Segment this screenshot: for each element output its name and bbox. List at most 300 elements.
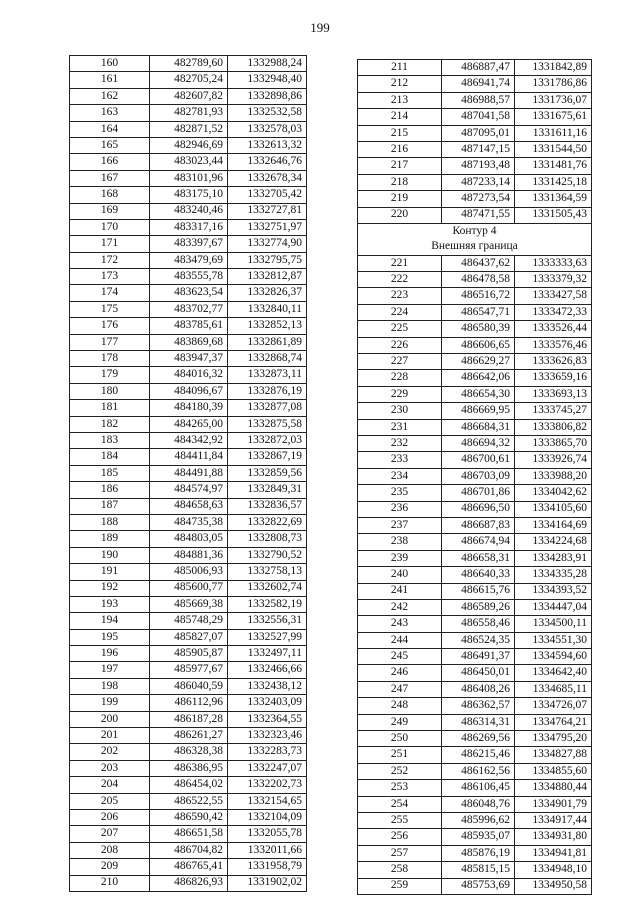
point-number-cell: 195 (70, 629, 150, 645)
x-coordinate-cell: 486687,83 (442, 517, 515, 533)
table-row (70, 88, 307, 104)
table-row (358, 468, 592, 484)
y-coordinate-cell: 1333806,82 (515, 419, 592, 435)
y-coordinate-cell: 1332808,73 (228, 531, 307, 547)
point-number-cell: 191 (70, 564, 150, 580)
y-coordinate-cell: 1334335,28 (515, 567, 592, 583)
point-number-cell: 204 (70, 777, 150, 793)
y-coordinate-cell: 1332758,13 (228, 564, 307, 580)
point-number-cell: 239 (358, 550, 442, 566)
table-row (70, 613, 307, 629)
point-number-cell: 177 (70, 334, 150, 350)
y-coordinate-cell: 1332790,52 (228, 547, 307, 563)
table-row (70, 252, 307, 268)
point-number-cell: 185 (70, 465, 150, 481)
y-coordinate-cell: 1334855,60 (515, 763, 592, 779)
y-coordinate-cell: 1334795,20 (515, 731, 592, 747)
point-number-cell: 216 (358, 141, 442, 157)
point-number-cell: 237 (358, 517, 442, 533)
table-row (358, 583, 592, 599)
x-coordinate-cell: 487095,01 (442, 125, 515, 141)
table-row (70, 269, 307, 285)
point-number-cell: 233 (358, 452, 442, 468)
point-number-cell: 162 (70, 88, 150, 104)
table-row (358, 763, 592, 779)
x-coordinate-cell: 486589,26 (442, 599, 515, 615)
point-number-cell: 197 (70, 662, 150, 678)
point-number-cell: 188 (70, 514, 150, 530)
table-row (70, 875, 307, 891)
x-coordinate-cell: 486701,86 (442, 485, 515, 501)
x-coordinate-cell: 485977,67 (150, 662, 228, 678)
x-coordinate-cell: 483479,69 (150, 252, 228, 268)
y-coordinate-cell: 1332403,09 (228, 695, 307, 711)
table-row (70, 367, 307, 383)
table-row (358, 191, 592, 207)
table-row (358, 599, 592, 615)
x-coordinate-cell: 486988,57 (442, 92, 515, 108)
y-coordinate-cell: 1334393,52 (515, 583, 592, 599)
y-coordinate-cell: 1332836,57 (228, 498, 307, 514)
y-coordinate-cell: 1331611,16 (515, 125, 592, 141)
y-coordinate-cell: 1332578,03 (228, 121, 307, 137)
table-row (70, 580, 307, 596)
x-coordinate-cell: 483317,16 (150, 219, 228, 235)
table-row (70, 760, 307, 776)
y-coordinate-cell: 1332283,73 (228, 744, 307, 760)
table-row (358, 517, 592, 533)
y-coordinate-cell: 1331902,02 (228, 875, 307, 891)
point-number-cell: 214 (358, 109, 442, 125)
table-row (70, 498, 307, 514)
point-number-cell: 161 (70, 72, 150, 88)
table-row (358, 337, 592, 353)
table-row (358, 747, 592, 763)
point-number-cell: 212 (358, 76, 442, 92)
y-coordinate-cell: 1332840,11 (228, 301, 307, 317)
y-coordinate-cell: 1332873,11 (228, 367, 307, 383)
x-coordinate-cell: 485600,77 (150, 580, 228, 596)
x-coordinate-cell: 486826,93 (150, 875, 228, 891)
point-number-cell: 196 (70, 646, 150, 662)
x-coordinate-cell: 486590,42 (150, 809, 228, 825)
y-coordinate-cell: 1332812,87 (228, 269, 307, 285)
x-coordinate-cell: 483101,96 (150, 170, 228, 186)
y-coordinate-cell: 1332247,07 (228, 760, 307, 776)
x-coordinate-cell: 487147,15 (442, 141, 515, 157)
y-coordinate-cell: 1332898,86 (228, 88, 307, 104)
point-number-cell: 257 (358, 845, 442, 861)
table-row (358, 255, 592, 271)
x-coordinate-cell: 486642,06 (442, 370, 515, 386)
x-coordinate-cell: 484016,32 (150, 367, 228, 383)
x-coordinate-cell: 485996,62 (442, 812, 515, 828)
y-coordinate-cell: 1332852,13 (228, 318, 307, 334)
x-coordinate-cell: 486524,35 (442, 632, 515, 648)
x-coordinate-cell: 486491,37 (442, 649, 515, 665)
x-coordinate-cell: 486261,27 (150, 728, 228, 744)
x-coordinate-cell: 482789,60 (150, 56, 228, 72)
y-coordinate-cell: 1333526,44 (515, 321, 592, 337)
y-coordinate-cell: 1334224,68 (515, 534, 592, 550)
table-row (70, 318, 307, 334)
point-number-cell: 165 (70, 137, 150, 153)
x-coordinate-cell: 486694,32 (442, 435, 515, 451)
point-number-cell: 253 (358, 780, 442, 796)
x-coordinate-cell: 486040,59 (150, 678, 228, 694)
point-number-cell: 173 (70, 269, 150, 285)
table-row (358, 370, 592, 386)
x-coordinate-cell: 487273,54 (442, 191, 515, 207)
table-row (358, 452, 592, 468)
x-coordinate-cell: 486696,50 (442, 501, 515, 517)
table-row (70, 383, 307, 399)
point-number-cell: 230 (358, 403, 442, 419)
point-number-cell: 252 (358, 763, 442, 779)
table-row (70, 56, 307, 72)
y-coordinate-cell: 1333745,27 (515, 403, 592, 419)
x-coordinate-cell: 485815,15 (442, 862, 515, 878)
table-row (358, 60, 592, 76)
point-number-cell: 182 (70, 416, 150, 432)
point-number-cell: 255 (358, 812, 442, 828)
y-coordinate-cell: 1334941,81 (515, 845, 592, 861)
y-coordinate-cell: 1334642,40 (515, 665, 592, 681)
table-row (358, 698, 592, 714)
point-number-cell: 258 (358, 862, 442, 878)
x-coordinate-cell: 484342,92 (150, 432, 228, 448)
x-coordinate-cell: 483623,54 (150, 285, 228, 301)
y-coordinate-cell: 1331364,59 (515, 191, 592, 207)
point-number-cell: 228 (358, 370, 442, 386)
point-number-cell: 207 (70, 826, 150, 842)
x-coordinate-cell: 484881,36 (150, 547, 228, 563)
point-number-cell: 242 (358, 599, 442, 615)
point-number-cell: 201 (70, 728, 150, 744)
point-number-cell: 180 (70, 383, 150, 399)
table-row (358, 550, 592, 566)
section-heading: Внешняя граница (358, 239, 592, 255)
y-coordinate-cell: 1334726,07 (515, 698, 592, 714)
x-coordinate-cell: 486162,56 (442, 763, 515, 779)
table-row (358, 714, 592, 730)
table-row (70, 596, 307, 612)
table-row (358, 681, 592, 697)
table-row (70, 728, 307, 744)
y-coordinate-cell: 1333576,46 (515, 337, 592, 353)
x-coordinate-cell: 486269,56 (442, 731, 515, 747)
y-coordinate-cell: 1334447,04 (515, 599, 592, 615)
x-coordinate-cell: 485753,69 (442, 878, 515, 894)
y-coordinate-cell: 1332527,99 (228, 629, 307, 645)
point-number-cell: 224 (358, 304, 442, 320)
y-coordinate-cell: 1332466,66 (228, 662, 307, 678)
table-row (70, 859, 307, 875)
x-coordinate-cell: 487471,55 (442, 207, 515, 223)
point-number-cell: 166 (70, 154, 150, 170)
point-number-cell: 189 (70, 531, 150, 547)
y-coordinate-cell: 1334594,60 (515, 649, 592, 665)
table-row (70, 809, 307, 825)
point-number-cell: 243 (358, 616, 442, 632)
x-coordinate-cell: 486362,57 (442, 698, 515, 714)
point-number-cell: 245 (358, 649, 442, 665)
table-row (70, 219, 307, 235)
y-coordinate-cell: 1332849,31 (228, 482, 307, 498)
x-coordinate-cell: 485935,07 (442, 829, 515, 845)
y-coordinate-cell: 1331786,86 (515, 76, 592, 92)
x-coordinate-cell: 486765,41 (150, 859, 228, 875)
table-row (70, 301, 307, 317)
point-number-cell: 171 (70, 236, 150, 252)
table-row (70, 826, 307, 842)
x-coordinate-cell: 486615,76 (442, 583, 515, 599)
table-row (358, 796, 592, 812)
table-row (70, 285, 307, 301)
x-coordinate-cell: 486516,72 (442, 288, 515, 304)
y-coordinate-cell: 1334685,11 (515, 681, 592, 697)
point-number-cell: 248 (358, 698, 442, 714)
table-row (358, 109, 592, 125)
x-coordinate-cell: 486658,31 (442, 550, 515, 566)
y-coordinate-cell: 1332822,69 (228, 514, 307, 530)
x-coordinate-cell: 483175,10 (150, 187, 228, 203)
point-number-cell: 183 (70, 432, 150, 448)
x-coordinate-cell: 487233,14 (442, 174, 515, 190)
y-coordinate-cell: 1332532,58 (228, 105, 307, 121)
x-coordinate-cell: 486580,39 (442, 321, 515, 337)
y-coordinate-cell: 1332948,40 (228, 72, 307, 88)
y-coordinate-cell: 1334880,44 (515, 780, 592, 796)
x-coordinate-cell: 483555,78 (150, 269, 228, 285)
table-row (70, 154, 307, 170)
x-coordinate-cell: 484803,05 (150, 531, 228, 547)
point-number-cell: 176 (70, 318, 150, 334)
x-coordinate-cell: 486674,94 (442, 534, 515, 550)
point-number-cell: 186 (70, 482, 150, 498)
y-coordinate-cell: 1332011,66 (228, 842, 307, 858)
y-coordinate-cell: 1334283,91 (515, 550, 592, 566)
table-row (70, 678, 307, 694)
table-row (358, 435, 592, 451)
table-row (70, 482, 307, 498)
point-number-cell: 231 (358, 419, 442, 435)
table-row (70, 564, 307, 580)
point-number-cell: 229 (358, 386, 442, 402)
table-row (70, 72, 307, 88)
point-number-cell: 221 (358, 255, 442, 271)
table-row (70, 744, 307, 760)
table-row (358, 829, 592, 845)
table-row (70, 646, 307, 662)
y-coordinate-cell: 1331425,18 (515, 174, 592, 190)
point-number-cell: 203 (70, 760, 150, 776)
y-coordinate-cell: 1332705,42 (228, 187, 307, 203)
coordinates-table-right (357, 59, 592, 895)
table-row (358, 567, 592, 583)
x-coordinate-cell: 486328,38 (150, 744, 228, 760)
x-coordinate-cell: 485905,87 (150, 646, 228, 662)
y-coordinate-cell: 1333379,32 (515, 272, 592, 288)
point-number-cell: 187 (70, 498, 150, 514)
y-coordinate-cell: 1332751,97 (228, 219, 307, 235)
x-coordinate-cell: 486704,82 (150, 842, 228, 858)
x-coordinate-cell: 484491,88 (150, 465, 228, 481)
point-number-cell: 223 (358, 288, 442, 304)
y-coordinate-cell: 1331481,76 (515, 158, 592, 174)
point-number-cell: 193 (70, 596, 150, 612)
table-row (70, 514, 307, 530)
table-row (70, 137, 307, 153)
point-number-cell: 220 (358, 207, 442, 223)
y-coordinate-cell: 1332556,31 (228, 613, 307, 629)
table-row (358, 321, 592, 337)
table-row (358, 386, 592, 402)
table-row (70, 236, 307, 252)
y-coordinate-cell: 1332868,74 (228, 351, 307, 367)
y-coordinate-cell: 1332877,08 (228, 400, 307, 416)
table-row (70, 400, 307, 416)
y-coordinate-cell: 1332438,12 (228, 678, 307, 694)
y-coordinate-cell: 1332876,19 (228, 383, 307, 399)
point-number-cell: 234 (358, 468, 442, 484)
y-coordinate-cell: 1334827,88 (515, 747, 592, 763)
point-number-cell: 209 (70, 859, 150, 875)
y-coordinate-cell: 1333988,20 (515, 468, 592, 484)
y-coordinate-cell: 1334948,10 (515, 862, 592, 878)
table-row (358, 158, 592, 174)
x-coordinate-cell: 486215,46 (442, 747, 515, 763)
x-coordinate-cell: 486606,65 (442, 337, 515, 353)
x-coordinate-cell: 485876,19 (442, 845, 515, 861)
point-number-cell: 238 (358, 534, 442, 550)
x-coordinate-cell: 482607,82 (150, 88, 228, 104)
y-coordinate-cell: 1332497,11 (228, 646, 307, 662)
page-number: 199 (310, 20, 330, 35)
x-coordinate-cell: 483947,37 (150, 351, 228, 367)
point-number-cell: 256 (358, 829, 442, 845)
table-row (358, 174, 592, 190)
y-coordinate-cell: 1332154,65 (228, 793, 307, 809)
table-row (358, 534, 592, 550)
point-number-cell: 202 (70, 744, 150, 760)
point-number-cell: 205 (70, 793, 150, 809)
y-coordinate-cell: 1333926,74 (515, 452, 592, 468)
x-coordinate-cell: 486106,45 (442, 780, 515, 796)
y-coordinate-cell: 1334917,44 (515, 812, 592, 828)
table-row (358, 288, 592, 304)
y-coordinate-cell: 1331544,50 (515, 141, 592, 157)
x-coordinate-cell: 485669,38 (150, 596, 228, 612)
point-number-cell: 215 (358, 125, 442, 141)
point-number-cell: 164 (70, 121, 150, 137)
y-coordinate-cell: 1332582,19 (228, 596, 307, 612)
point-number-cell: 217 (358, 158, 442, 174)
y-coordinate-cell: 1332646,76 (228, 154, 307, 170)
table-row (358, 403, 592, 419)
table-row (70, 351, 307, 367)
section-heading: Контур 4 (358, 223, 592, 239)
y-coordinate-cell: 1334105,60 (515, 501, 592, 517)
x-coordinate-cell: 487041,58 (442, 109, 515, 125)
y-coordinate-cell: 1331736,07 (515, 92, 592, 108)
table-row (70, 432, 307, 448)
table-row (358, 125, 592, 141)
table-row (70, 170, 307, 186)
point-number-cell: 213 (358, 92, 442, 108)
y-coordinate-cell: 1332727,81 (228, 203, 307, 219)
table-row (70, 629, 307, 645)
point-number-cell: 198 (70, 678, 150, 694)
y-coordinate-cell: 1332861,89 (228, 334, 307, 350)
x-coordinate-cell: 486629,27 (442, 354, 515, 370)
point-number-cell: 174 (70, 285, 150, 301)
x-coordinate-cell: 483397,67 (150, 236, 228, 252)
point-number-cell: 208 (70, 842, 150, 858)
y-coordinate-cell: 1332678,34 (228, 170, 307, 186)
x-coordinate-cell: 487193,48 (442, 158, 515, 174)
y-coordinate-cell: 1333659,16 (515, 370, 592, 386)
y-coordinate-cell: 1332872,03 (228, 432, 307, 448)
table-row (358, 632, 592, 648)
y-coordinate-cell: 1332364,55 (228, 711, 307, 727)
y-coordinate-cell: 1334950,58 (515, 878, 592, 894)
x-coordinate-cell: 483702,77 (150, 301, 228, 317)
x-coordinate-cell: 486941,74 (442, 76, 515, 92)
point-number-cell: 218 (358, 174, 442, 190)
x-coordinate-cell: 483869,68 (150, 334, 228, 350)
table-row (358, 845, 592, 861)
table-row (358, 354, 592, 370)
x-coordinate-cell: 486408,26 (442, 681, 515, 697)
point-number-cell: 178 (70, 351, 150, 367)
table-row (358, 272, 592, 288)
x-coordinate-cell: 486450,01 (442, 665, 515, 681)
y-coordinate-cell: 1334901,79 (515, 796, 592, 812)
point-number-cell: 246 (358, 665, 442, 681)
section-heading-row (358, 223, 592, 239)
x-coordinate-cell: 486112,96 (150, 695, 228, 711)
point-number-cell: 259 (358, 878, 442, 894)
point-number-cell: 170 (70, 219, 150, 235)
y-coordinate-cell: 1334764,21 (515, 714, 592, 730)
y-coordinate-cell: 1333472,33 (515, 304, 592, 320)
table-row (70, 842, 307, 858)
x-coordinate-cell: 486669,95 (442, 403, 515, 419)
point-number-cell: 210 (70, 875, 150, 891)
point-number-cell: 219 (358, 191, 442, 207)
x-coordinate-cell: 484411,84 (150, 449, 228, 465)
point-number-cell: 179 (70, 367, 150, 383)
x-coordinate-cell: 484180,39 (150, 400, 228, 416)
table-row (358, 862, 592, 878)
point-number-cell: 227 (358, 354, 442, 370)
point-number-cell: 200 (70, 711, 150, 727)
y-coordinate-cell: 1333693,13 (515, 386, 592, 402)
x-coordinate-cell: 482871,52 (150, 121, 228, 137)
point-number-cell: 241 (358, 583, 442, 599)
point-number-cell: 206 (70, 809, 150, 825)
point-number-cell: 236 (358, 501, 442, 517)
point-number-cell: 250 (358, 731, 442, 747)
y-coordinate-cell: 1331675,61 (515, 109, 592, 125)
x-coordinate-cell: 484658,63 (150, 498, 228, 514)
x-coordinate-cell: 482705,24 (150, 72, 228, 88)
y-coordinate-cell: 1332795,75 (228, 252, 307, 268)
y-coordinate-cell: 1333626,83 (515, 354, 592, 370)
point-number-cell: 190 (70, 547, 150, 563)
table-row (358, 304, 592, 320)
